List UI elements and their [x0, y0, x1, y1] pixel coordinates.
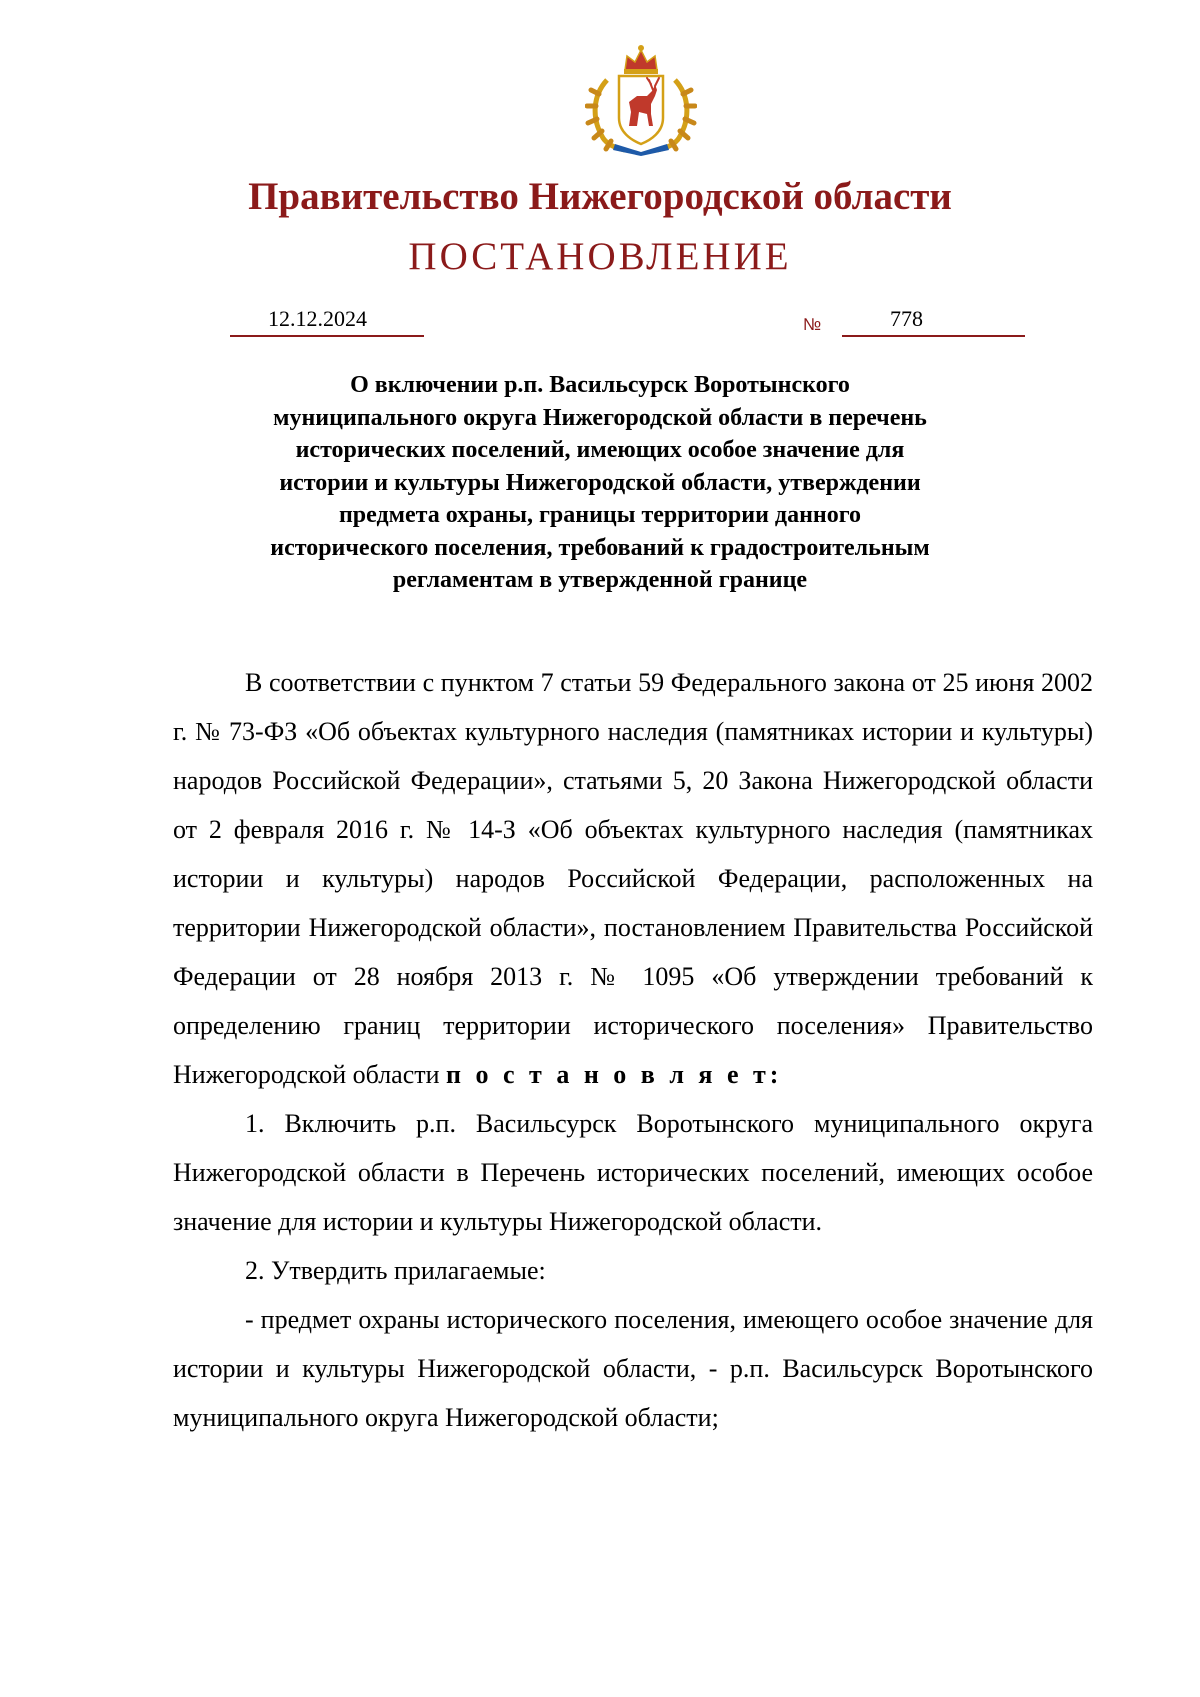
government-name: Правительство Нижегородской области: [248, 175, 952, 218]
document-number: 778: [890, 306, 923, 331]
item-2-sub-1-paragraph: - предмет охраны исторического поселения, имеющего особое значение для истории и культуры Нижегородской области, - р.п. Васильсурск Воротынского муниципального округа Нижегородской области;: [173, 1305, 1093, 1432]
number-sign: №: [803, 315, 822, 334]
document-body: [173, 658, 1093, 1442]
title-line: исторического поселения, требований к градостроительным: [270, 534, 930, 561]
item-1-paragraph: 1. Включить р.п. Васильсурск Воротынского муниципального округа Нижегородской области в Перечень исторических поселений, имеющих особое значение для истории и культуры Нижегородской области.: [173, 1109, 1093, 1236]
preamble-paragraph: [173, 658, 1093, 1099]
title-line: предмета охраны, границы территории данного: [338, 502, 862, 528]
title-line: истории и культуры Нижегородской области, утверждении: [279, 469, 921, 496]
nizhny-novgorod-coat-of-arms-icon: [585, 40, 697, 156]
document-type: ПОСТАНОВЛЕНИЕ: [408, 235, 792, 278]
title-line: О включении р.п. Васильсурск Воротынского: [350, 372, 850, 398]
title-line: муниципального округа Нижегородской области в перечень: [273, 404, 927, 431]
item-2-paragraph: 2. Утвердить прилагаемые:: [245, 1256, 546, 1285]
document-title: [190, 369, 1010, 597]
decree-word: п о с т а н о в л я е т:: [446, 1060, 783, 1089]
preamble-text: В соответствии с пунктом 7 статьи 59 Федерального закона от 25 июня 2002 г. № 73-ФЗ «Об объектах культурного наследия (памятниках истории и культуры) народов Российской Федерации», статьями 5, 20 Закона Нижегородской области от 2 февраля 2016 г. № 14-З «Об объектах культурного наследия (памятниках истории и культуры) народов Российской Федерации, расположенных на территории Нижегородской области», постановлением Правительства Российской Федерации от 28 ноября 2013 г. № 1095 «Об утверждении требований к определению границ территории исторического поселения» Правительство Нижегородской области: [173, 668, 1093, 1089]
number-field: [842, 305, 1025, 337]
title-line: регламентам в утвержденной границе: [392, 567, 808, 593]
title-line: исторических поселений, имеющих особое значение для: [295, 437, 905, 463]
date-field: [230, 305, 424, 337]
document-date: 12.12.2024: [268, 306, 367, 331]
